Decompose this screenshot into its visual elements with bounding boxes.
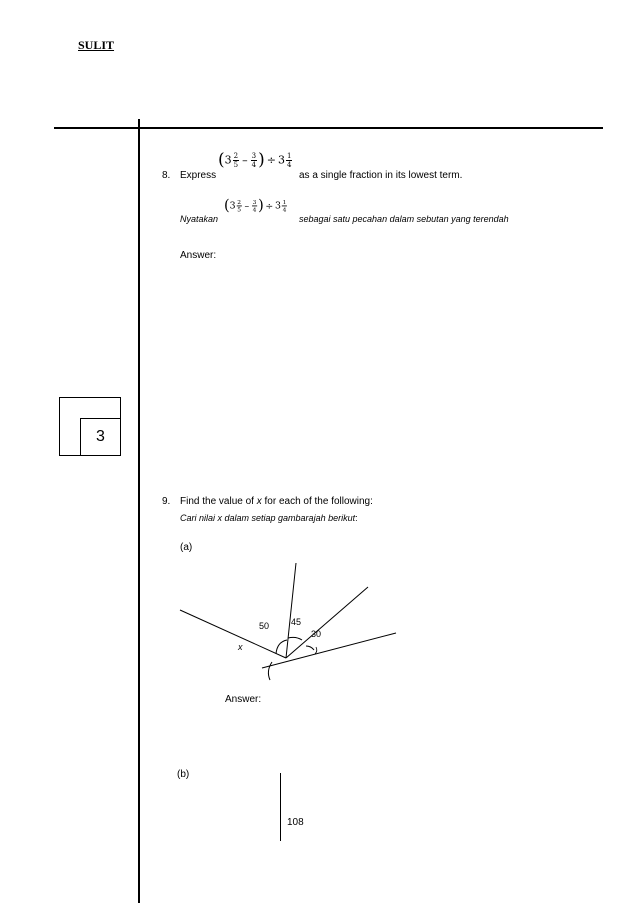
angle-label-30: 30 bbox=[311, 629, 322, 639]
marks-value: 3 bbox=[80, 418, 121, 456]
q8-nyatakan-tail: sebagai satu pecahan dalam sebutan yang terendah bbox=[299, 214, 509, 224]
q9-prompt-text: Find the value of bbox=[180, 496, 254, 507]
q8-expr-den-3: 4 bbox=[286, 160, 292, 169]
q8-expr-malay-minus: – bbox=[244, 199, 250, 212]
diagram-arc-45 bbox=[288, 637, 302, 640]
q8-express-tail: as a single fraction in its lowest term. bbox=[299, 170, 463, 181]
q9-malay-colon: : bbox=[355, 513, 358, 523]
q8-answer-label: Answer: bbox=[180, 250, 217, 261]
angle-label-50: 50 bbox=[259, 621, 270, 631]
q8-expr-divide: ÷ bbox=[266, 153, 276, 167]
q9-part-b-label: (b) bbox=[177, 769, 190, 780]
q9-malay-text: Cari nilai x dalam setiap gambarajah berikut bbox=[180, 513, 356, 523]
q8-expr-num-3: 1 bbox=[286, 151, 292, 160]
q8-expr-num-1: 2 bbox=[233, 151, 239, 160]
q8-expr-malay-den-1: 5 bbox=[237, 205, 242, 213]
q8-expr-den-1: 5 bbox=[233, 160, 239, 169]
q9-answer-label: Answer: bbox=[225, 694, 262, 705]
q9-prompt-var: x bbox=[256, 496, 262, 507]
q8-expr-num-2: 3 bbox=[251, 151, 257, 160]
q8-expr-malay-whole-1: 3 bbox=[229, 199, 236, 212]
q8-nyatakan: Nyatakan bbox=[180, 214, 219, 224]
part-b-diagram-line bbox=[280, 773, 281, 841]
q8-expr-malay-num-3: 1 bbox=[282, 198, 287, 206]
q8-expression-malay: (3 $\frac{2}{5}$ – $\frac{3}{4}$ ) ÷ 3 $\frac{1}{4}$ bbox=[224, 197, 287, 214]
diagram-arc-tick bbox=[315, 647, 317, 654]
angle-label-x: x bbox=[238, 642, 243, 652]
q8-expr-malay-whole-3: 3 bbox=[274, 199, 281, 212]
diagram-arc-x bbox=[268, 662, 272, 680]
page-number: 108 bbox=[287, 817, 304, 828]
q8-expr-malay-den-2: 4 bbox=[252, 205, 257, 213]
q8-expr-malay-num-2: 3 bbox=[252, 198, 257, 206]
q8-expr-malay-divide: ÷ bbox=[265, 199, 274, 212]
q8-expression: (3 $\frac{2}{5}$ – $\frac{3}{4}$ ) ÷ 3 $\frac{1}{4}$ bbox=[218, 150, 292, 170]
diagram-arc-50 bbox=[276, 640, 287, 654]
angle-label-45: 45 bbox=[291, 617, 302, 627]
q8-number: 8. bbox=[162, 170, 171, 181]
diagram-arc-30 bbox=[306, 646, 314, 650]
q9-part-a-label: (a) bbox=[180, 542, 193, 553]
q8-expr-minus: – bbox=[242, 153, 248, 167]
q8-express: Express bbox=[180, 170, 217, 181]
q8-expr-malay-num-1: 2 bbox=[237, 198, 242, 206]
diagram-ray-45 bbox=[286, 563, 296, 658]
q9-prompt-tail: for each of the following: bbox=[264, 496, 373, 507]
q8-expr-whole-3: 3 bbox=[277, 153, 285, 167]
q9-number: 9. bbox=[162, 496, 171, 507]
q8-expr-whole-1: 3 bbox=[224, 153, 232, 167]
diagram-line-base bbox=[262, 633, 396, 668]
sulit-header: SULIT bbox=[78, 38, 115, 52]
q8-expr-den-2: 4 bbox=[251, 160, 257, 169]
diagram-line-left bbox=[180, 610, 286, 658]
q8-expr-malay-den-3: 4 bbox=[282, 205, 287, 213]
